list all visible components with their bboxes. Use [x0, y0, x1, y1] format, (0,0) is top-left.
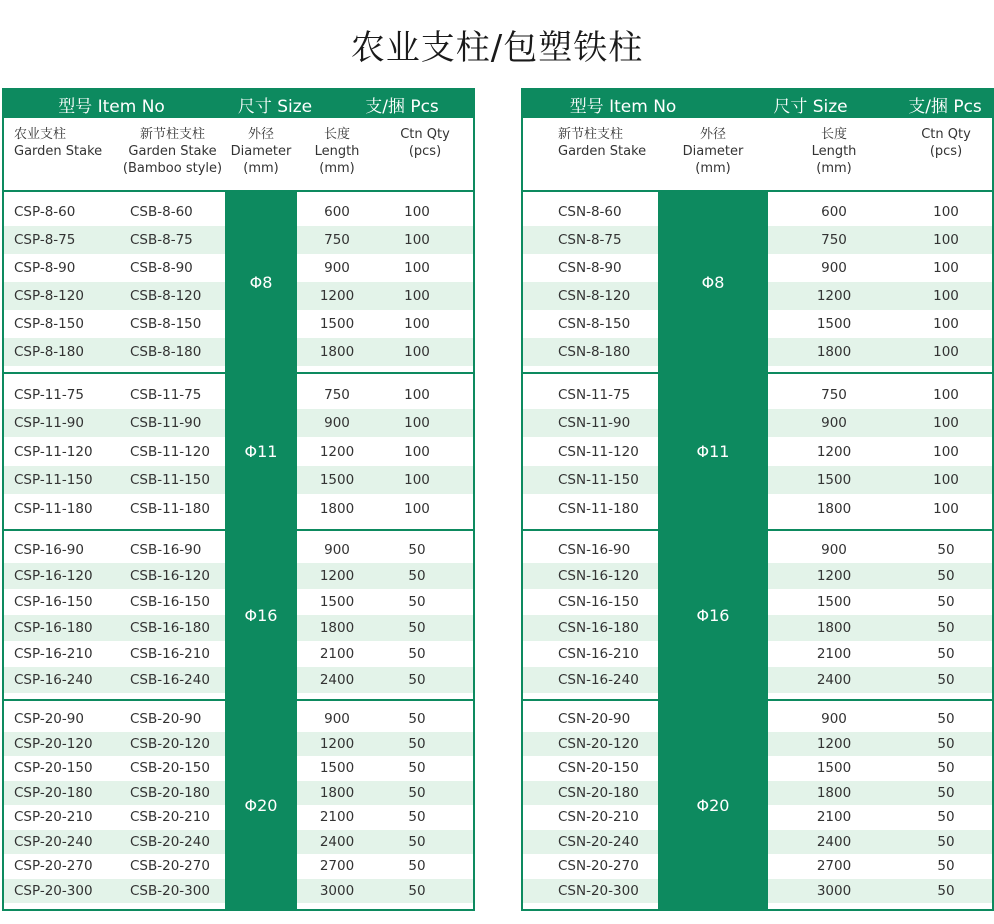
length-cell: 2400: [816, 672, 852, 688]
ctn-qty-cell: 50: [408, 672, 426, 688]
item-no-cell: CSN-11-150: [558, 472, 639, 488]
length-cell: 1800: [816, 344, 852, 360]
sub-header-ctn-qty: [377, 118, 473, 190]
header-line: (mm): [243, 161, 279, 176]
length-cell: 900: [324, 711, 350, 728]
length-cell: 900: [324, 415, 350, 431]
item-no-cell: CSP-16-90: [14, 542, 84, 558]
length-cell: 1200: [319, 288, 355, 304]
item-no-cell: CSP-11-75: [14, 386, 84, 403]
ctn-qty-cell: 50: [408, 809, 426, 826]
length-cell: 2700: [319, 858, 355, 875]
item-no-cell: CSP-8-120: [14, 288, 84, 304]
item-no-cell: CSP-16-180: [14, 620, 93, 636]
length-cell: 1500: [816, 472, 852, 488]
header-line: (mm): [695, 161, 731, 176]
item-no-cell: CSN-20-240: [558, 833, 639, 850]
group-header-item-no: 型号 Item No: [569, 96, 677, 117]
ctn-qty-cell: 50: [408, 620, 426, 636]
bamboo-item-no-cell: CSB-16-120: [130, 568, 210, 584]
sub-header-garden-stake: [523, 118, 658, 190]
diameter-cell: Φ20: [658, 701, 768, 909]
item-no-cell: CSP-20-150: [14, 760, 93, 777]
length-cell: 1200: [816, 735, 852, 752]
item-no-cell: CSP-8-180: [14, 344, 84, 360]
ctn-qty-cell: 50: [408, 858, 426, 875]
header-line: 新节柱支柱: [139, 127, 205, 142]
ctn-qty-cell: 50: [937, 833, 955, 850]
diameter-block: [523, 531, 992, 701]
item-no-cell: CSP-20-240: [14, 833, 93, 850]
item-no-cell: CSN-8-150: [558, 316, 631, 332]
item-no-cell: CSP-16-240: [14, 672, 93, 688]
header-line: Diameter: [230, 144, 292, 159]
group-header-item-no: 型号 Item No: [58, 96, 165, 117]
item-no-cell: CSP-8-90: [14, 260, 76, 276]
diameter-cell: Φ16: [658, 531, 768, 699]
item-no-cell: CSP-11-180: [14, 500, 93, 517]
length-cell: 3000: [816, 882, 852, 899]
length-cell: 1200: [319, 735, 355, 752]
header-line: 长度: [820, 127, 847, 142]
length-cell: 1500: [319, 316, 355, 332]
bamboo-item-no-cell: CSB-20-270: [130, 858, 210, 875]
page-title: 农业支柱/包塑铁柱: [350, 28, 644, 68]
length-cell: 1800: [319, 344, 355, 360]
diameter-cell: Φ11: [225, 374, 297, 529]
item-no-cell: CSN-16-240: [558, 672, 639, 688]
header-line: (Bamboo style): [122, 161, 223, 176]
item-no-cell: CSP-11-90: [14, 415, 84, 431]
diameter-block: [523, 374, 992, 531]
ctn-qty-cell: 50: [937, 711, 955, 728]
ctn-qty-cell: 50: [937, 784, 955, 801]
diameter-cell: Φ8: [658, 192, 768, 372]
header-line: 外径: [699, 127, 726, 142]
bamboo-item-no-cell: CSB-11-180: [130, 500, 210, 517]
length-cell: 900: [821, 415, 847, 431]
diameter-cell: Φ11: [658, 374, 768, 529]
length-cell: 2100: [816, 809, 852, 826]
sub-header-length: [297, 118, 377, 190]
item-no-cell: CSN-8-180: [558, 344, 631, 360]
diameter-cell: Φ16: [225, 531, 297, 699]
ctn-qty-cell: 100: [933, 288, 959, 304]
ctn-qty-cell: 100: [404, 288, 430, 304]
ctn-qty-cell: 100: [933, 204, 959, 220]
group-header-pcs: 支/捆 Pcs: [365, 96, 439, 117]
ctn-qty-cell: 100: [404, 204, 430, 220]
item-no-cell: CSN-8-90: [558, 260, 622, 276]
length-cell: 1500: [816, 760, 852, 777]
item-no-cell: CSN-16-180: [558, 620, 639, 636]
length-cell: 1800: [319, 500, 355, 517]
diameter-block: [4, 374, 473, 531]
length-cell: 900: [821, 542, 847, 558]
sub-header-garden-stake: [4, 118, 120, 190]
item-no-cell: CSN-20-210: [558, 809, 639, 826]
header-line: Garden Stake: [558, 144, 647, 159]
bamboo-item-no-cell: CSB-20-150: [130, 760, 210, 777]
ctn-qty-cell: 50: [408, 784, 426, 801]
ctn-qty-cell: 100: [404, 415, 430, 431]
left-table-body: [4, 192, 473, 909]
length-cell: 1500: [319, 594, 355, 610]
item-no-cell: CSP-16-120: [14, 568, 93, 584]
ctn-qty-cell: 50: [937, 882, 955, 899]
header-line: 新节柱支柱: [558, 127, 624, 142]
header-line: Ctn Qty: [400, 127, 450, 142]
ctn-qty-cell: 100: [933, 443, 959, 460]
item-no-cell: CSN-8-120: [558, 288, 631, 304]
length-cell: 1200: [816, 443, 852, 460]
diameter-cell: Φ20: [225, 701, 297, 909]
length-cell: 2100: [816, 646, 852, 662]
header-line: 农业支柱: [14, 127, 67, 142]
length-cell: 1200: [319, 568, 355, 584]
item-no-cell: CSP-16-150: [14, 594, 93, 610]
diameter-block: [4, 192, 473, 374]
ctn-qty-cell: 50: [408, 568, 426, 584]
length-cell: 1200: [816, 288, 852, 304]
item-no-cell: CSN-20-120: [558, 735, 639, 752]
item-no-cell: CSP-20-270: [14, 858, 93, 875]
item-no-cell: CSN-20-270: [558, 858, 639, 875]
length-cell: 2400: [319, 672, 355, 688]
length-cell: 900: [324, 542, 350, 558]
bamboo-item-no-cell: CSB-8-120: [130, 288, 202, 304]
left-spec-table: [2, 88, 475, 911]
left-group-header: [4, 90, 473, 118]
ctn-qty-cell: 100: [404, 316, 430, 332]
item-no-cell: CSN-11-180: [558, 500, 639, 517]
ctn-qty-cell: 100: [404, 386, 430, 403]
item-no-cell: CSP-11-120: [14, 443, 93, 460]
ctn-qty-cell: 50: [408, 542, 426, 558]
item-no-cell: CSP-20-300: [14, 882, 93, 899]
diameter-block: [523, 192, 992, 374]
header-line: Ctn Qty: [921, 127, 971, 142]
length-cell: 1500: [816, 594, 852, 610]
item-no-cell: CSN-11-90: [558, 415, 631, 431]
ctn-qty-cell: 50: [937, 809, 955, 826]
ctn-qty-cell: 100: [933, 232, 959, 248]
sub-header-length: [768, 118, 900, 190]
header-line: (mm): [816, 161, 852, 176]
ctn-qty-cell: 50: [937, 672, 955, 688]
ctn-qty-cell: 100: [404, 443, 430, 460]
header-line: (pcs): [408, 144, 442, 159]
ctn-qty-cell: 50: [937, 620, 955, 636]
header-line: (pcs): [929, 144, 963, 159]
ctn-qty-cell: 50: [408, 760, 426, 777]
header-line: Length: [811, 144, 857, 159]
ctn-qty-cell: 100: [933, 316, 959, 332]
bamboo-item-no-cell: CSB-20-210: [130, 809, 210, 826]
bamboo-item-no-cell: CSB-16-90: [130, 542, 202, 558]
length-cell: 2100: [319, 809, 355, 826]
item-no-cell: CSN-16-150: [558, 594, 639, 610]
length-cell: 1800: [816, 784, 852, 801]
header-line: 外径: [247, 127, 274, 142]
bamboo-item-no-cell: CSB-11-75: [130, 386, 202, 403]
item-no-cell: CSP-8-60: [14, 204, 76, 220]
ctn-qty-cell: 100: [933, 415, 959, 431]
right-group-header: [523, 90, 992, 118]
item-no-cell: CSN-16-120: [558, 568, 639, 584]
ctn-qty-cell: 100: [404, 232, 430, 248]
header-line: Length: [314, 144, 360, 159]
item-no-cell: CSN-16-210: [558, 646, 639, 662]
item-no-cell: CSP-11-150: [14, 472, 93, 488]
item-no-cell: CSP-20-120: [14, 735, 93, 752]
length-cell: 1500: [319, 760, 355, 777]
ctn-qty-cell: 100: [933, 344, 959, 360]
bamboo-item-no-cell: CSB-8-75: [130, 232, 193, 248]
bamboo-item-no-cell: CSB-8-180: [130, 344, 202, 360]
ctn-qty-cell: 50: [408, 735, 426, 752]
header-line: Diameter: [682, 144, 744, 159]
group-header-size: 尺寸 Size: [237, 96, 313, 117]
left-sub-header: [4, 118, 473, 192]
sub-header-ctn-qty: [900, 118, 992, 190]
ctn-qty-cell: 100: [933, 472, 959, 488]
length-cell: 600: [324, 204, 350, 220]
length-cell: 2400: [816, 833, 852, 850]
item-no-cell: CSN-20-150: [558, 760, 639, 777]
bamboo-item-no-cell: CSB-20-180: [130, 784, 210, 801]
diameter-cell: Φ8: [225, 192, 297, 372]
item-no-cell: CSN-8-60: [558, 204, 622, 220]
ctn-qty-cell: 100: [933, 386, 959, 403]
ctn-qty-cell: 100: [933, 500, 959, 517]
group-header-pcs: 支/捆 Pcs: [908, 96, 982, 117]
bamboo-item-no-cell: CSB-16-180: [130, 620, 210, 636]
length-cell: 1500: [816, 316, 852, 332]
diameter-block: [523, 701, 992, 909]
group-header-size: 尺寸 Size: [773, 96, 848, 117]
length-cell: 1800: [816, 500, 852, 517]
item-no-cell: CSN-20-90: [558, 711, 631, 728]
item-no-cell: CSP-20-210: [14, 809, 93, 826]
ctn-qty-cell: 50: [937, 760, 955, 777]
item-no-cell: CSN-11-120: [558, 443, 639, 460]
length-cell: 2400: [319, 833, 355, 850]
ctn-qty-cell: 50: [408, 711, 426, 728]
header-line: Garden Stake: [128, 144, 217, 159]
length-cell: 1800: [319, 784, 355, 801]
ctn-qty-cell: 50: [937, 594, 955, 610]
right-sub-header: [523, 118, 992, 192]
length-cell: 900: [324, 260, 350, 276]
diameter-block: [4, 701, 473, 909]
sub-header-diameter: [225, 118, 297, 190]
length-cell: 750: [324, 232, 350, 248]
ctn-qty-cell: 50: [937, 542, 955, 558]
ctn-qty-cell: 50: [937, 735, 955, 752]
ctn-qty-cell: 100: [404, 260, 430, 276]
length-cell: 2100: [319, 646, 355, 662]
ctn-qty-cell: 50: [408, 882, 426, 899]
header-line: (mm): [319, 161, 355, 176]
length-cell: 600: [821, 204, 847, 220]
bamboo-item-no-cell: CSB-20-120: [130, 735, 210, 752]
length-cell: 1500: [319, 472, 355, 488]
bamboo-item-no-cell: CSB-16-150: [130, 594, 210, 610]
bamboo-item-no-cell: CSB-16-210: [130, 646, 210, 662]
item-no-cell: CSN-11-75: [558, 386, 631, 403]
ctn-qty-cell: 50: [408, 833, 426, 850]
ctn-qty-cell: 100: [404, 472, 430, 488]
item-no-cell: CSN-8-75: [558, 232, 622, 248]
length-cell: 900: [821, 711, 847, 728]
length-cell: 1200: [816, 568, 852, 584]
bamboo-item-no-cell: CSB-8-90: [130, 260, 193, 276]
ctn-qty-cell: 50: [408, 646, 426, 662]
item-no-cell: CSP-20-90: [14, 711, 84, 728]
bamboo-item-no-cell: CSB-20-90: [130, 711, 202, 728]
length-cell: 1200: [319, 443, 355, 460]
item-no-cell: CSP-8-150: [14, 316, 84, 332]
bamboo-item-no-cell: CSB-11-90: [130, 415, 202, 431]
item-no-cell: CSP-16-210: [14, 646, 93, 662]
header-line: Garden Stake: [14, 144, 103, 159]
item-no-cell: CSP-20-180: [14, 784, 93, 801]
sub-header-diameter: [658, 118, 768, 190]
bamboo-item-no-cell: CSB-20-240: [130, 833, 210, 850]
ctn-qty-cell: 50: [937, 858, 955, 875]
length-cell: 3000: [319, 882, 355, 899]
length-cell: 1800: [816, 620, 852, 636]
item-no-cell: CSN-16-90: [558, 542, 631, 558]
item-no-cell: CSP-8-75: [14, 232, 76, 248]
length-cell: 2700: [816, 858, 852, 875]
ctn-qty-cell: 100: [933, 260, 959, 276]
sub-header-bamboo-stake: [120, 118, 225, 190]
ctn-qty-cell: 100: [404, 500, 430, 517]
bamboo-item-no-cell: CSB-8-150: [130, 316, 202, 332]
ctn-qty-cell: 50: [937, 568, 955, 584]
ctn-qty-cell: 50: [937, 646, 955, 662]
bamboo-item-no-cell: CSB-11-120: [130, 443, 210, 460]
bamboo-item-no-cell: CSB-8-60: [130, 204, 193, 220]
right-table-body: [523, 192, 992, 909]
bamboo-item-no-cell: CSB-11-150: [130, 472, 210, 488]
length-cell: 750: [821, 386, 847, 403]
item-no-cell: CSN-20-300: [558, 882, 639, 899]
ctn-qty-cell: 100: [404, 344, 430, 360]
bamboo-item-no-cell: CSB-16-240: [130, 672, 210, 688]
length-cell: 750: [821, 232, 847, 248]
item-no-cell: CSN-20-180: [558, 784, 639, 801]
length-cell: 1800: [319, 620, 355, 636]
header-line: 长度: [323, 127, 350, 142]
ctn-qty-cell: 50: [408, 594, 426, 610]
length-cell: 900: [821, 260, 847, 276]
length-cell: 750: [324, 386, 350, 403]
diameter-block: [4, 531, 473, 701]
bamboo-item-no-cell: CSB-20-300: [130, 882, 210, 899]
right-spec-table: [521, 88, 994, 911]
